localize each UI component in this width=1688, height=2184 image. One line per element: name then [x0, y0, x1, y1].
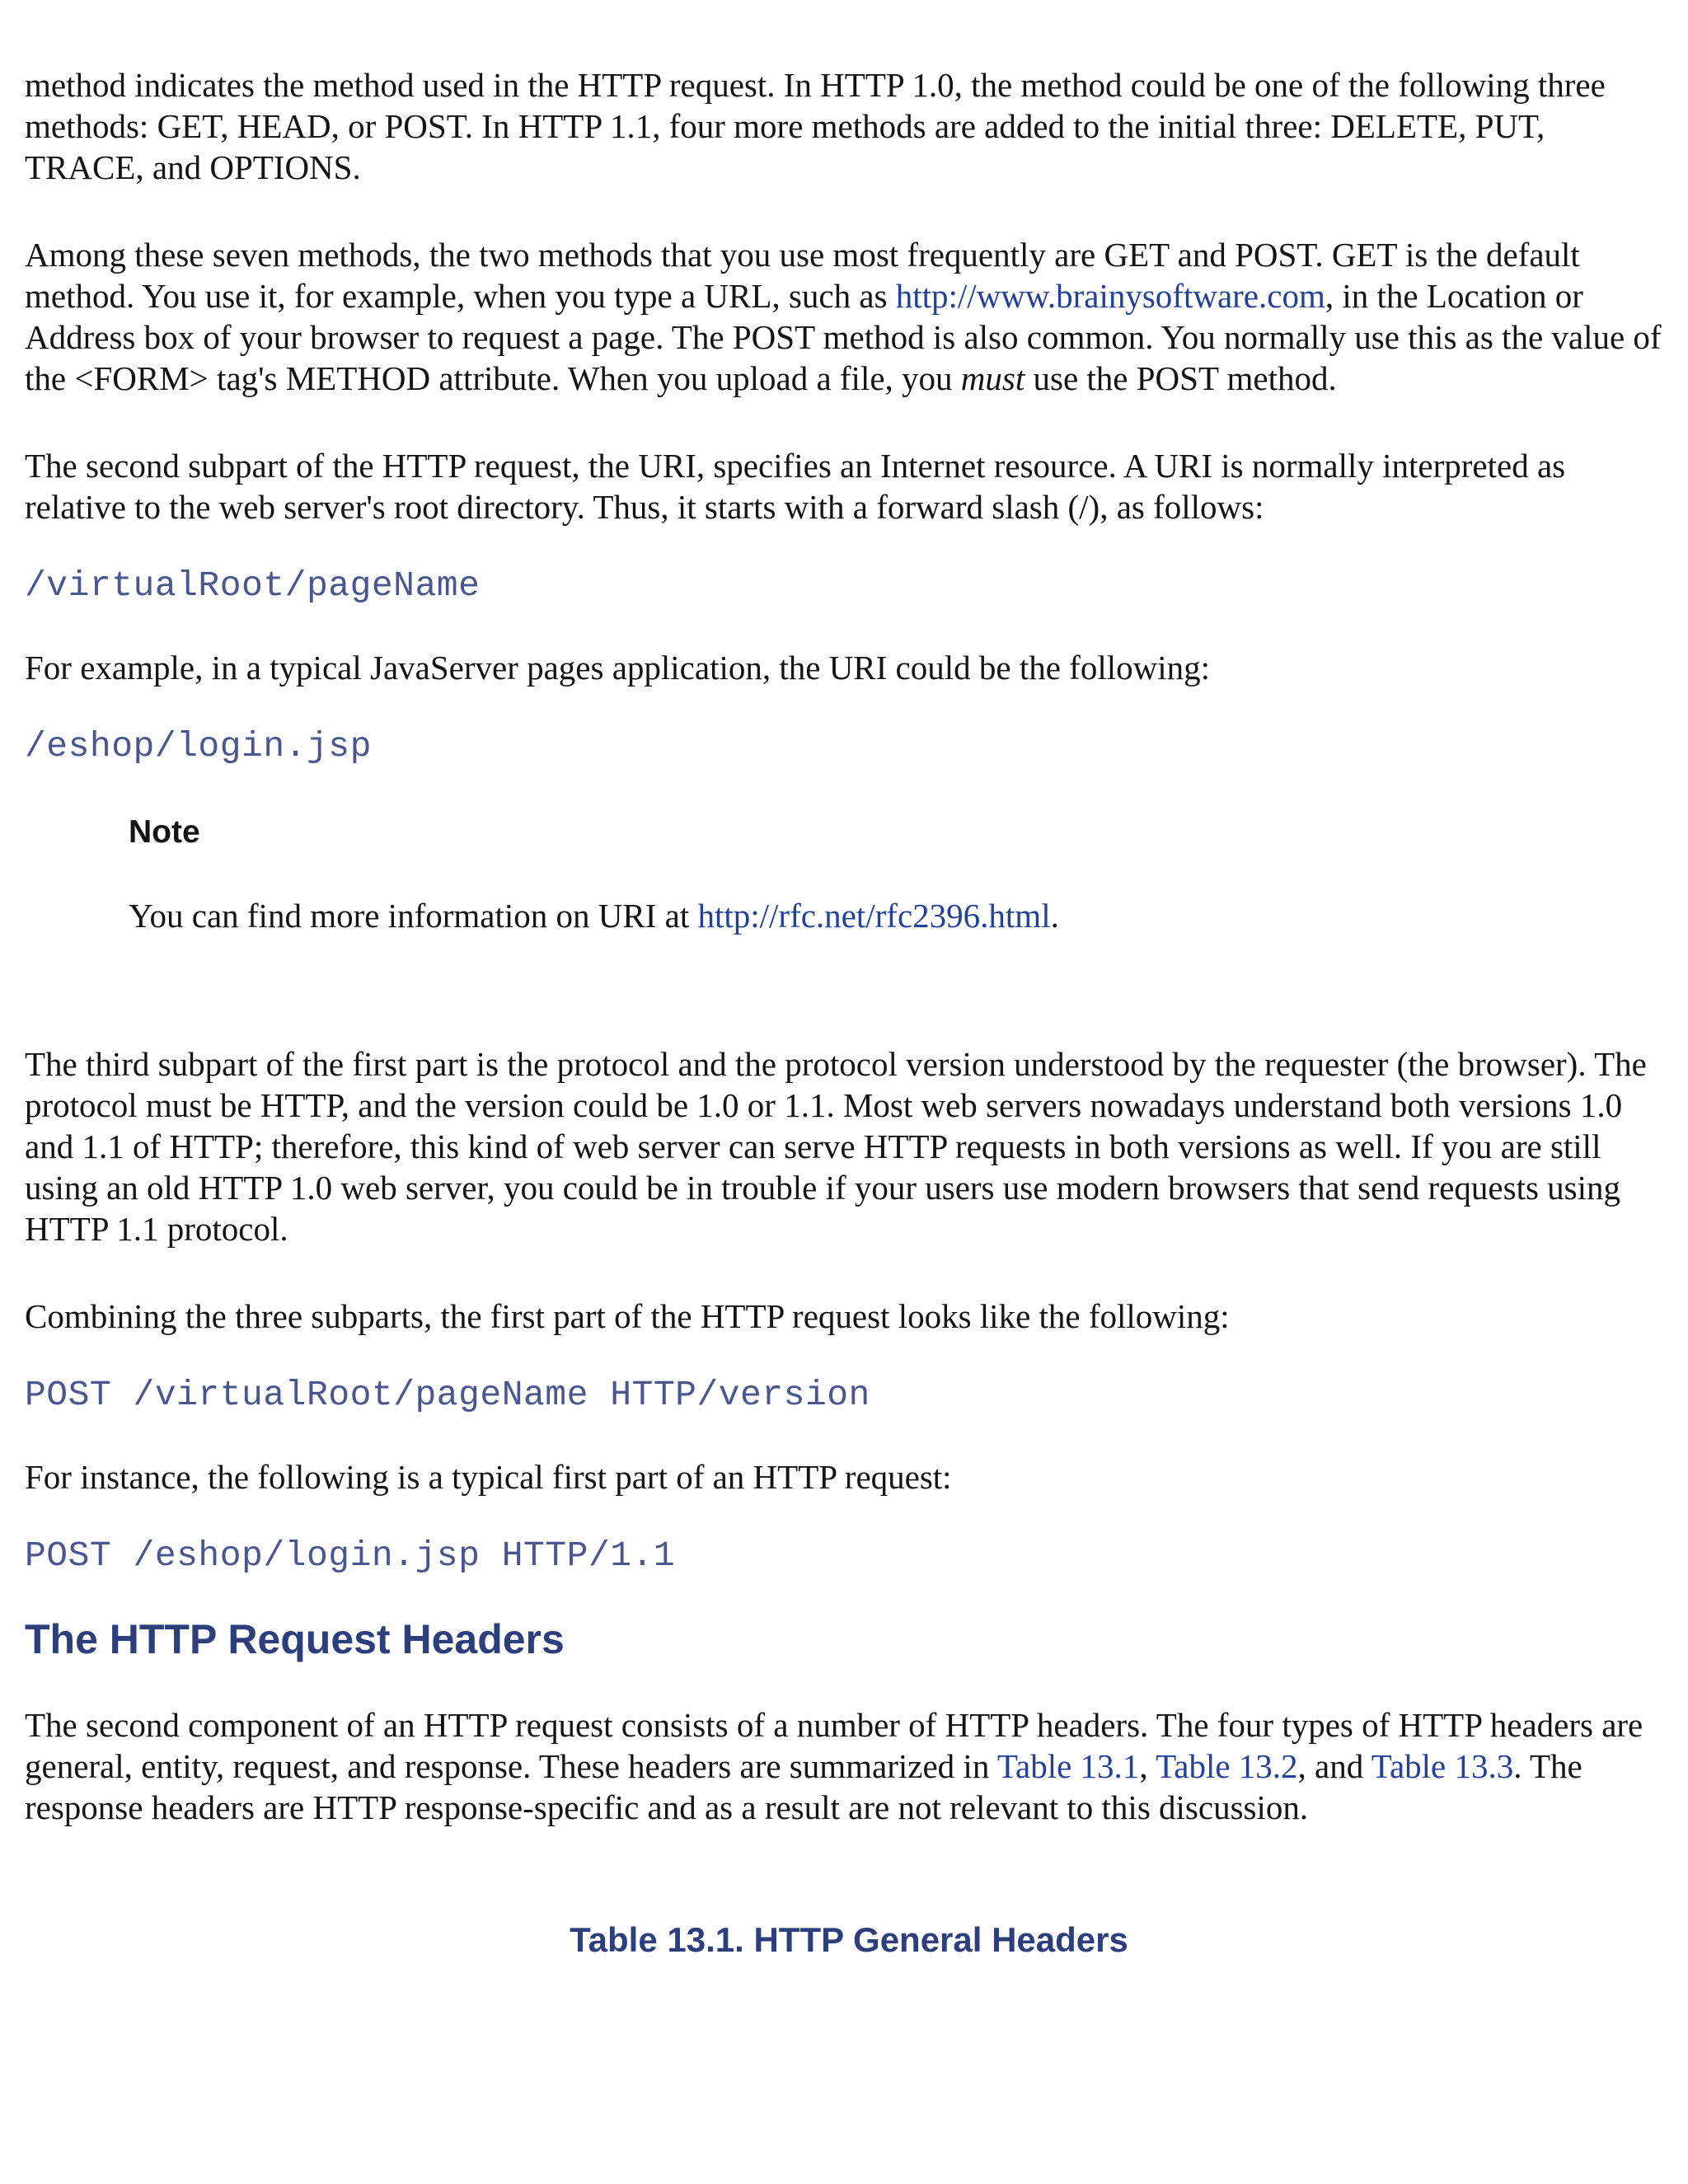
- paragraph-jsp-example: For example, in a typical JavaServer pages application, the URI could be the following:: [25, 649, 1211, 687]
- note-text-before: You can find more information on URI at: [129, 897, 698, 935]
- paragraph-request-headers-text-2: . The response headers are HTTP response-specific and as a result are not relevant to this discussion.: [25, 1747, 1582, 1826]
- paragraph-http-methods: method indicates the method used in the HTTP request. In HTTP 1.0, the method could be one of the following three methods: GET, HEAD, or POST. In HTTP 1.1, four more methods are added to the initial three: DELETE, PUT, TRACE, and OPTIONS.: [25, 66, 1606, 186]
- note-heading: Note: [129, 814, 200, 850]
- paragraph-request-headers-text-1: The second component of an HTTP request consists of a number of HTTP headers. The four types of HTTP headers are general, entity, request, and response. These headers are summarized in: [25, 1706, 1643, 1785]
- paragraph-request-headers: [25, 1704, 1665, 1828]
- section-heading-request-headers: The HTTP Request Headers: [25, 1616, 565, 1662]
- table-caption-general-headers: Table 13.1. HTTP General Headers: [570, 1920, 1128, 1959]
- code-eshop-login: /eshop/login.jsp: [25, 726, 372, 766]
- paragraph-get-post-text-2: , in the Location or Address box of your browser to request a page. The POST method is also common. You normally use this as the value of the <FORM> tag's METHOD attribute. When you upload a file, you: [25, 277, 1662, 397]
- rfc-link[interactable]: http://rfc.net/rfc2396.html: [697, 897, 1051, 935]
- note-box: [25, 814, 1665, 936]
- paragraph-get-post: [25, 234, 1665, 399]
- table-13-2-link[interactable]: Table 13.2: [1156, 1747, 1298, 1785]
- paragraph-combining: Combining the three subparts, the first part of the HTTP request looks like the following:: [25, 1297, 1230, 1335]
- table-13-1-link[interactable]: Table 13.1: [996, 1747, 1140, 1785]
- code-post-eshop-login: POST /eshop/login.jsp HTTP/1.1: [25, 1535, 676, 1576]
- note-text: [25, 895, 1665, 936]
- document-page: [25, 64, 1665, 1960]
- paragraph-get-post-text-1: Among these seven methods, the two methods that you use most frequently are GET and POST. GET is the default method. You use it, for example, when you type a URL, such as: [25, 236, 1580, 315]
- paragraph-typical-first-part: For instance, the following is a typical first part of an HTTP request:: [25, 1458, 952, 1496]
- brainysoftware-link[interactable]: http://www.brainysoftware.com: [895, 277, 1325, 315]
- code-virtual-root: /virtualRoot/pageName: [25, 565, 481, 606]
- separator-2: , and: [1297, 1747, 1372, 1785]
- code-post-virtual-root: POST /virtualRoot/pageName HTTP/version: [25, 1375, 870, 1415]
- paragraph-uri: The second subpart of the HTTP request, the URI, specifies an Internet resource. A URI is normally interpreted as relative to the web server's root directory. Thus, it starts with a forward slash (/), as follows:: [25, 447, 1566, 526]
- separator-1: ,: [1139, 1747, 1156, 1785]
- table-13-3-link[interactable]: Table 13.3: [1371, 1747, 1514, 1785]
- paragraph-protocol: The third subpart of the first part is the protocol and the protocol version understood by the requester (the browser). The protocol must be HTTP, and the version could be 1.0 or 1.1. Most web servers nowadays understand both versions 1.0 and 1.1 of HTTP; therefore, this kind of web server can serve HTTP requests in both versions as well. If you are still using an old HTTP 1.0 web server, you could be in trouble if your users use modern browsers that send requests using HTTP 1.1 protocol.: [25, 1045, 1647, 1248]
- emphasis-must: must: [960, 359, 1025, 397]
- paragraph-get-post-text-3: use the POST method.: [1025, 359, 1337, 397]
- note-text-after: .: [1050, 897, 1059, 935]
